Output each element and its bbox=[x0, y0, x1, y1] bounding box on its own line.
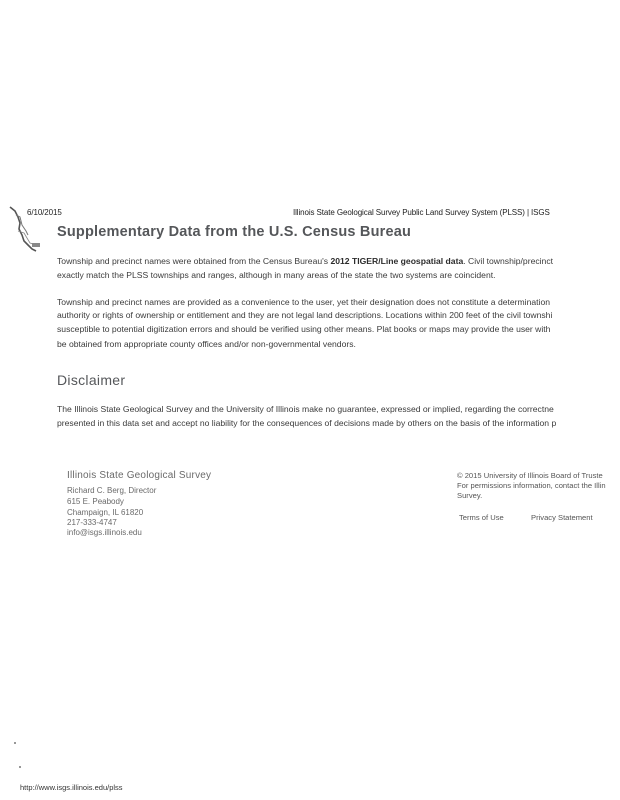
census-paragraph-2-line-1: Township and precinct names are provided as a convenience to the user, yet their designation does not constitute a determination bbox=[57, 297, 551, 307]
print-date: 6/10/2015 bbox=[27, 208, 62, 217]
terms-of-use-link[interactable]: Terms of Use bbox=[459, 513, 504, 522]
census-p1-text-a: Township and precinct names were obtained from the Census Bureau's bbox=[57, 256, 331, 266]
footer-email[interactable]: info@isgs.illinois.edu bbox=[67, 528, 142, 537]
copyright-line-2: For permissions information, contact the Illin bbox=[457, 481, 606, 490]
footer-director: Richard C. Berg, Director bbox=[67, 486, 157, 495]
section-title-census: Supplementary Data from the U.S. Census Bureau bbox=[57, 224, 412, 240]
scan-speck bbox=[14, 742, 16, 744]
section-title-disclaimer: Disclaimer bbox=[57, 372, 126, 388]
scan-speck bbox=[19, 766, 21, 768]
copyright-line-3: Survey. bbox=[457, 491, 483, 500]
tiger-line-link[interactable]: 2012 TIGER/Line geospatial data bbox=[330, 256, 464, 266]
print-page-title: Illinois State Geological Survey Public Land Survey System (PLSS) | ISGS bbox=[293, 208, 550, 217]
footer-phone: 217-333-4747 bbox=[67, 518, 117, 527]
print-footer-url: http://www.isgs.illinois.edu/plss bbox=[20, 783, 123, 792]
privacy-statement-link[interactable]: Privacy Statement bbox=[531, 513, 593, 522]
disclaimer-line-1: The Illinois State Geological Survey and the University of Illinois make no guarantee, expressed or implied, regarding the correctne bbox=[57, 404, 554, 414]
census-paragraph-1-line-1 bbox=[57, 255, 553, 267]
census-paragraph-2-line-2: authority or rights of ownership or entitlement and they are not legal land descriptions. Locations within 200 feet of the civil townshi bbox=[57, 310, 553, 320]
copyright-line-1: © 2015 University of Illinois Board of Truste bbox=[457, 471, 603, 480]
footer-org-name: Illinois State Geological Survey bbox=[67, 470, 212, 481]
disclaimer-line-2: presented in this data set and accept no liability for the consequences of decisions made by others on the basis of the information p bbox=[57, 418, 557, 428]
census-p1-text-c: . Civil township/precinct bbox=[463, 256, 554, 266]
census-paragraph-2-line-4: be obtained from appropriate county offices and/or non-governmental vendors. bbox=[57, 339, 356, 349]
census-paragraph-1-line-2: exactly match the PLSS townships and ranges, although in many areas of the state the two systems are coincident. bbox=[57, 270, 496, 280]
footer-address-1: 615 E. Peabody bbox=[67, 497, 124, 506]
footer-address-2: Champaign, IL 61820 bbox=[67, 508, 144, 517]
census-paragraph-2-line-3: susceptible to potential digitization errors and should be verified using other means. Plat books or maps may provide the user with bbox=[57, 324, 551, 334]
